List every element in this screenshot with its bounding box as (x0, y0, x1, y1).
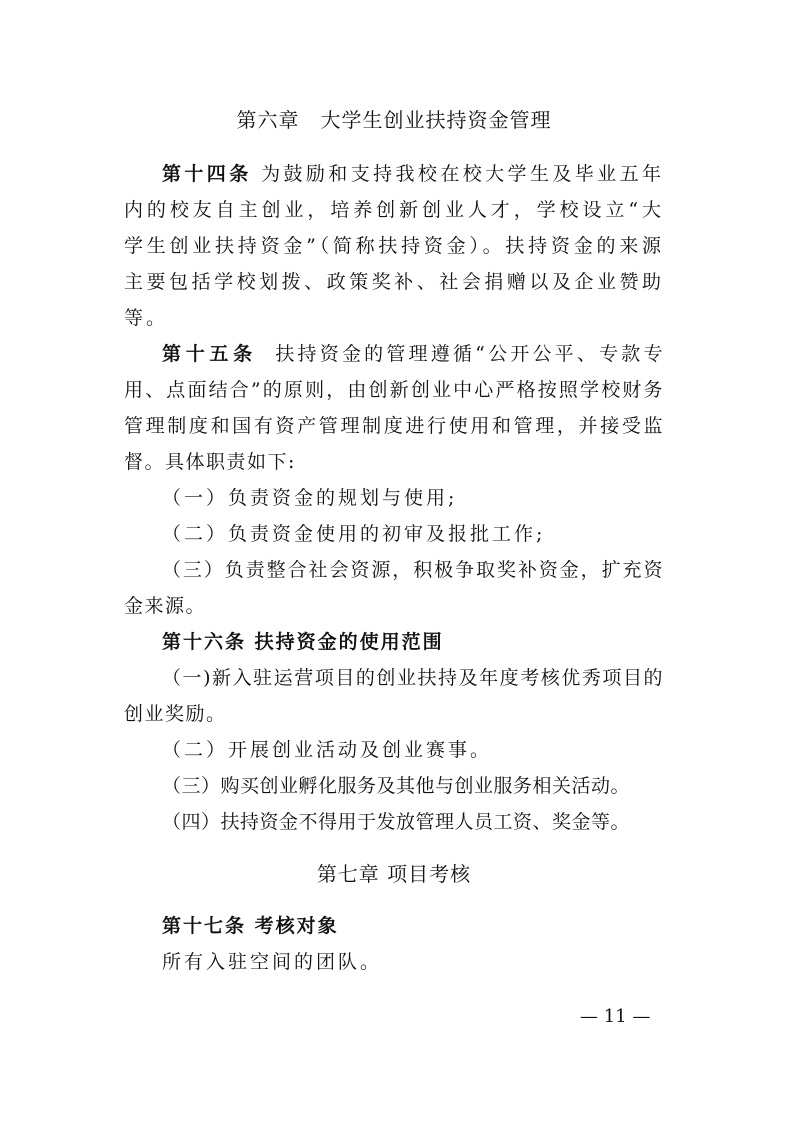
article-14-label: 第十四条 (162, 163, 252, 185)
article-15-item-3: （三）负责整合社会资源，积极争取奖补资金，扩充资金来源。 (124, 559, 664, 617)
article-16-item-1: （一)新入驻运营项目的创业扶持及年度考核优秀项目的创业奖励。 (124, 667, 664, 725)
article-16-item-4: （四）扶持资金不得用于发放管理人员工资、奖金等。 (162, 811, 631, 833)
article-14-text: 为鼓励和支持我校在校大学生及毕业五年内的校友自主创业，培养创新创业人才，学校设立“大学生创业扶持资金”（简称扶持资金）。扶持资金的来源主要包括学校划拨、政策奖补、社会捐赠以及企业赞助等。 (124, 163, 664, 329)
page-number: — 11 — (580, 1006, 651, 1027)
article-14 (124, 156, 664, 336)
article-15 (124, 336, 664, 480)
article-15-text: 扶持资金的管理遵循“公开公平、专款专用、点面结合”的原则，由创新创业中心严格按照学校财务管理制度和国有资产管理制度进行使用和管理，并接受监督。具体职责如下: (124, 343, 664, 473)
chapter-6-title: 第六章 大学生创业扶持资金管理 (236, 108, 552, 132)
document-body (124, 100, 664, 980)
article-16-heading: 第十六条 扶持资金的使用范围 (162, 631, 444, 653)
article-17-heading: 第十七条 考核对象 (162, 915, 339, 937)
article-17-text: 所有入驻空间的团队。 (162, 951, 383, 973)
article-16-item-2: （二）开展创业活动及创业赛事。 (162, 739, 493, 761)
chapter-7-title: 第七章 项目考核 (316, 862, 472, 886)
article-15-item-1: （一）负责资金的规划与使用; (162, 487, 458, 509)
article-16-item-3: （三）购买创业孵化服务及其他与创业服务相关活动。 (162, 775, 631, 797)
article-15-label: 第十五条 (162, 343, 257, 365)
article-15-item-2: （二）负责资金使用的初审及报批工作; (162, 523, 546, 545)
